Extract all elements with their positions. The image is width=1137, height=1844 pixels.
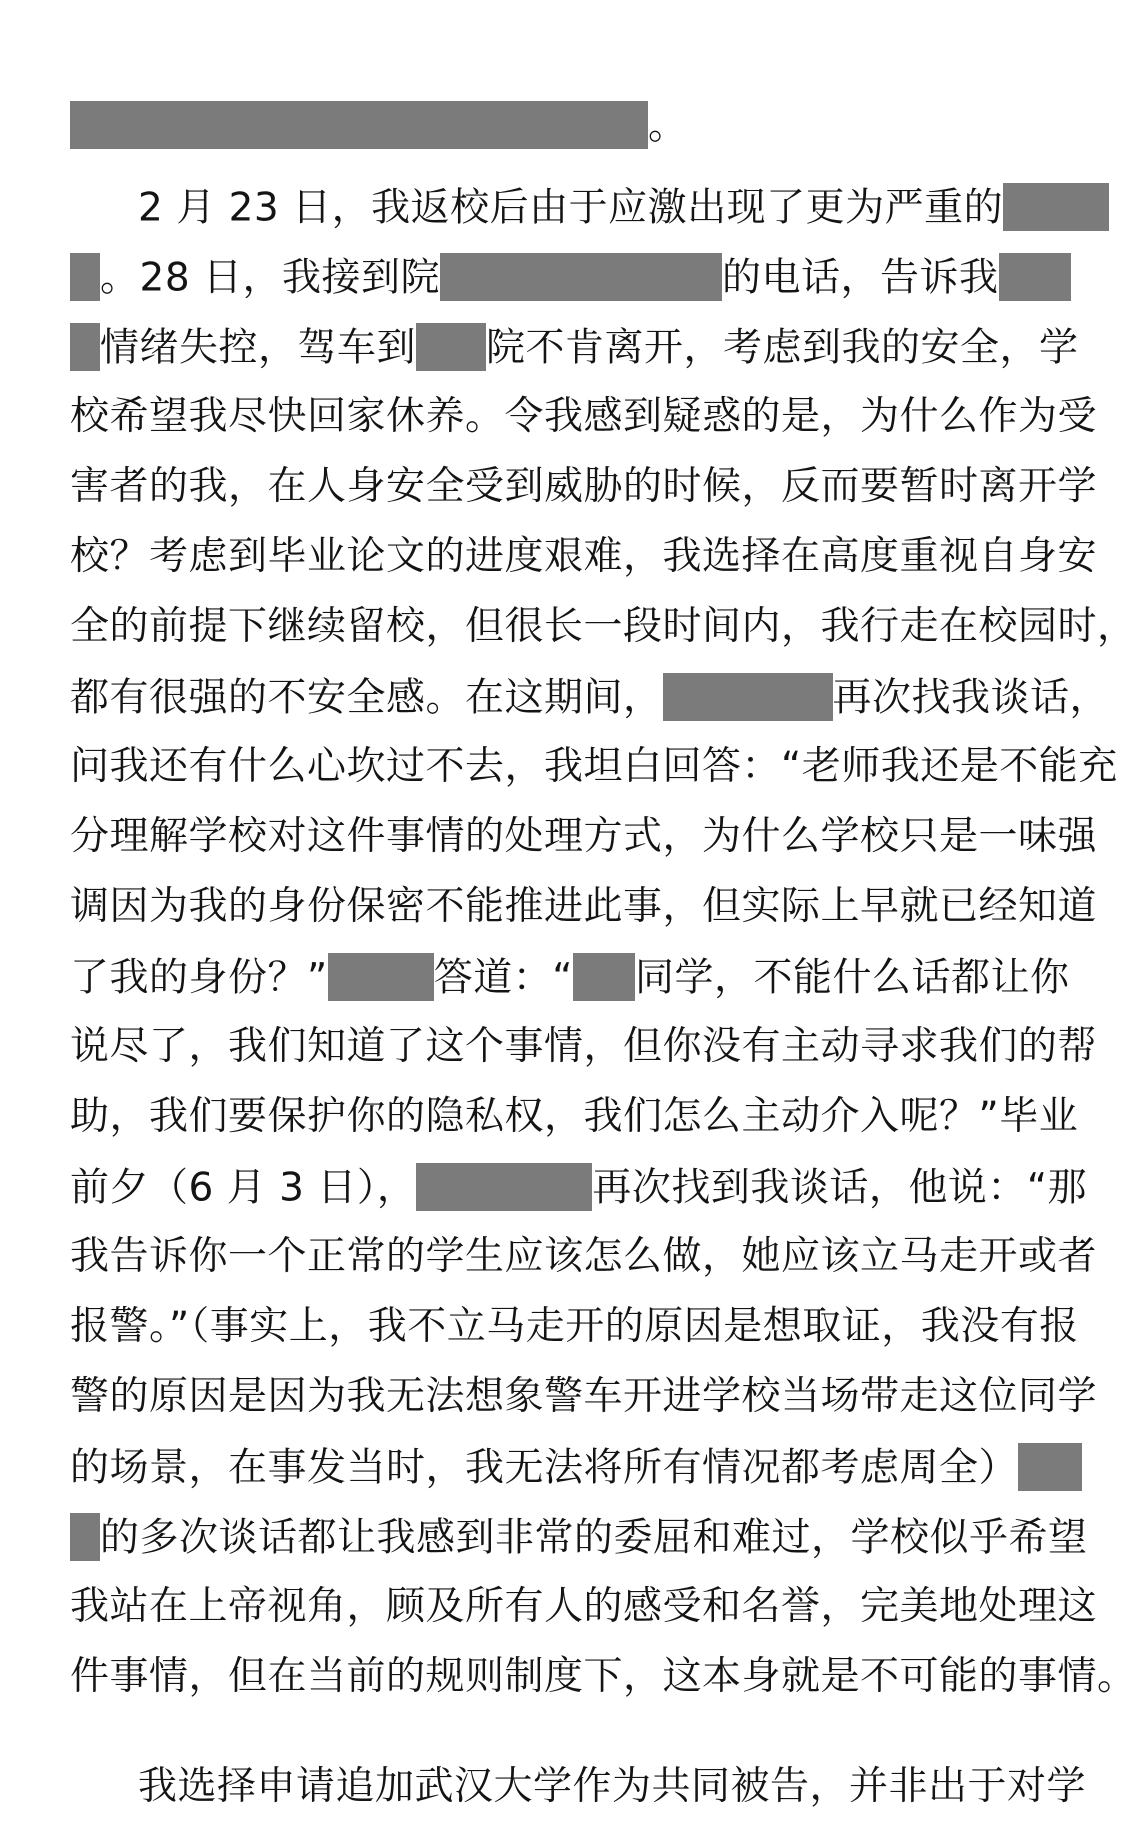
text-line xyxy=(138,172,1109,242)
redaction-block xyxy=(663,673,833,721)
text-line xyxy=(70,1432,1082,1502)
text-line: 警的原因是因为我无法想象警车开进学校当场带走这位同学 xyxy=(70,1374,1098,1419)
redaction-block xyxy=(999,253,1071,301)
text-line: 报警。”（事实上，我不立马走开的原因是想取证，我没有报 xyxy=(70,1304,1079,1349)
text-line: 我选择申请追加武汉大学作为共同被告，并非出于对学 xyxy=(138,1764,1087,1809)
redaction-block xyxy=(1003,183,1109,231)
text-fragment: 了我的身份？” xyxy=(70,955,328,1001)
text-line: 说尽了，我们知道了这个事情，但你没有主动寻求我们的帮 xyxy=(70,1024,1098,1069)
text-fragment: 答道：“ xyxy=(433,955,573,1001)
text-line xyxy=(70,312,1079,382)
text-line: 分理解学校对这件事情的处理方式，为什么学校只是一味强 xyxy=(70,814,1098,859)
text-line: 害者的我，在人身安全受到威胁的时候，反而要暂时离开学 xyxy=(70,464,1098,509)
text-fragment: 再次找到我谈话，他说：“那 xyxy=(592,1165,1088,1211)
redaction-block xyxy=(573,953,635,1001)
text-fragment: 2 月 23 日，我返校后由于应激出现了更为严重的 xyxy=(138,185,1004,231)
text-fragment: 。 xyxy=(648,103,688,149)
text-line xyxy=(70,942,1069,1012)
redaction-block xyxy=(328,953,434,1001)
text-fragment: 同学，不能什么话都让你 xyxy=(634,955,1070,1001)
text-fragment: 情绪失控，驾车到 xyxy=(100,325,417,371)
text-line xyxy=(70,242,1071,312)
text-line: 我告诉你一个正常的学生应该怎么做，她应该立马走开或者 xyxy=(70,1234,1098,1279)
text-fragment: 院不肯离开，考虑到我的安全，学 xyxy=(486,325,1079,371)
text-line: 我站在上帝视角，顾及所有人的感受和名誉，完美地处理这 xyxy=(70,1584,1098,1629)
redaction-block xyxy=(416,323,486,371)
text-fragment: 的电话，告诉我 xyxy=(722,255,999,301)
redaction-block xyxy=(70,1513,100,1561)
redaction-block xyxy=(70,101,648,149)
redaction-block xyxy=(70,323,100,371)
redaction-block xyxy=(1018,1443,1082,1491)
text-line xyxy=(70,1502,1088,1572)
text-line xyxy=(70,662,1109,732)
text-line: 调因为我的身份保密不能推进此事，但实际上早就已经知道 xyxy=(70,884,1098,929)
text-line: 校希望我尽快回家休养。令我感到疑惑的是，为什么作为受 xyxy=(70,394,1098,439)
redaction-block xyxy=(440,253,722,301)
text-line: 校？考虑到毕业论文的进度艰难，我选择在高度重视自身安 xyxy=(70,534,1098,579)
text-line xyxy=(70,1152,1087,1222)
text-line: 件事情，但在当前的规则制度下，这本身就是不可能的事情。 xyxy=(70,1654,1137,1699)
text-line: 助，我们要保护你的隐私权，我们怎么主动介入呢？”毕业 xyxy=(70,1094,1079,1139)
redaction-block xyxy=(416,1163,592,1211)
redaction-block xyxy=(70,253,100,301)
text-fragment: 都有很强的不安全感。在这期间， xyxy=(70,675,663,721)
text-fragment: 的多次谈话都让我感到非常的委屈和难过，学校似乎希望 xyxy=(100,1515,1088,1561)
text-fragment: 。28 日，我接到院 xyxy=(100,255,441,301)
text-line xyxy=(70,90,688,160)
text-line: 问我还有什么心坎过不去，我坦白回答：“老师我还是不能充 xyxy=(70,744,1118,789)
text-fragment: 再次找我谈话， xyxy=(832,675,1110,721)
text-fragment: 前夕（6 月 3 日）， xyxy=(70,1165,417,1211)
text-line: 全的前提下继续留校，但很长一段时间内，我行走在校园时， xyxy=(70,604,1137,649)
text-fragment: 的场景，在事发当时，我无法将所有情况都考虑周全） xyxy=(70,1445,1019,1491)
